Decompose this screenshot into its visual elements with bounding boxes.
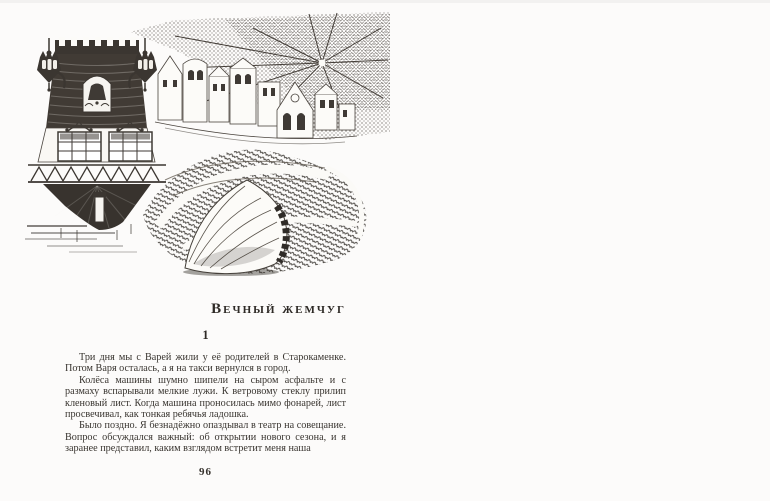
left-page-text (65, 352, 346, 455)
page-number-left: 96 (199, 466, 212, 478)
castle-city-shell-illustration (25, 10, 390, 295)
ground-strokes (25, 226, 137, 252)
chapter-title: Вечный жемчуг (211, 301, 346, 317)
paragraph: Колёса машины шумно шипели на сыром асфальте и с размаху вспарывали мелкие лужи. К ветровому стеклу прилип кленовый лист. Когда машина проносилась мимо фонарей, лист просвечивал, как тонкая ребячья ладошка. (65, 374, 346, 421)
chapter-number: 1 (202, 328, 209, 342)
zigzag-trim (28, 165, 166, 182)
star-core (319, 60, 326, 67)
page-right (395, 0, 770, 501)
tower-post (95, 197, 104, 222)
paragraph: Было поздно. Я безнадёжно опаздывал в театр на совещание. Вопрос обсуждался важный: об открытии нового сезона, и я заранее представил, каким взглядом встретит меня наша (65, 420, 346, 455)
paragraph: Три дня мы с Варей жили у её родителей в Старокаменке. Потом Варя осталась, а я на такси вернулся в город. (65, 352, 346, 375)
